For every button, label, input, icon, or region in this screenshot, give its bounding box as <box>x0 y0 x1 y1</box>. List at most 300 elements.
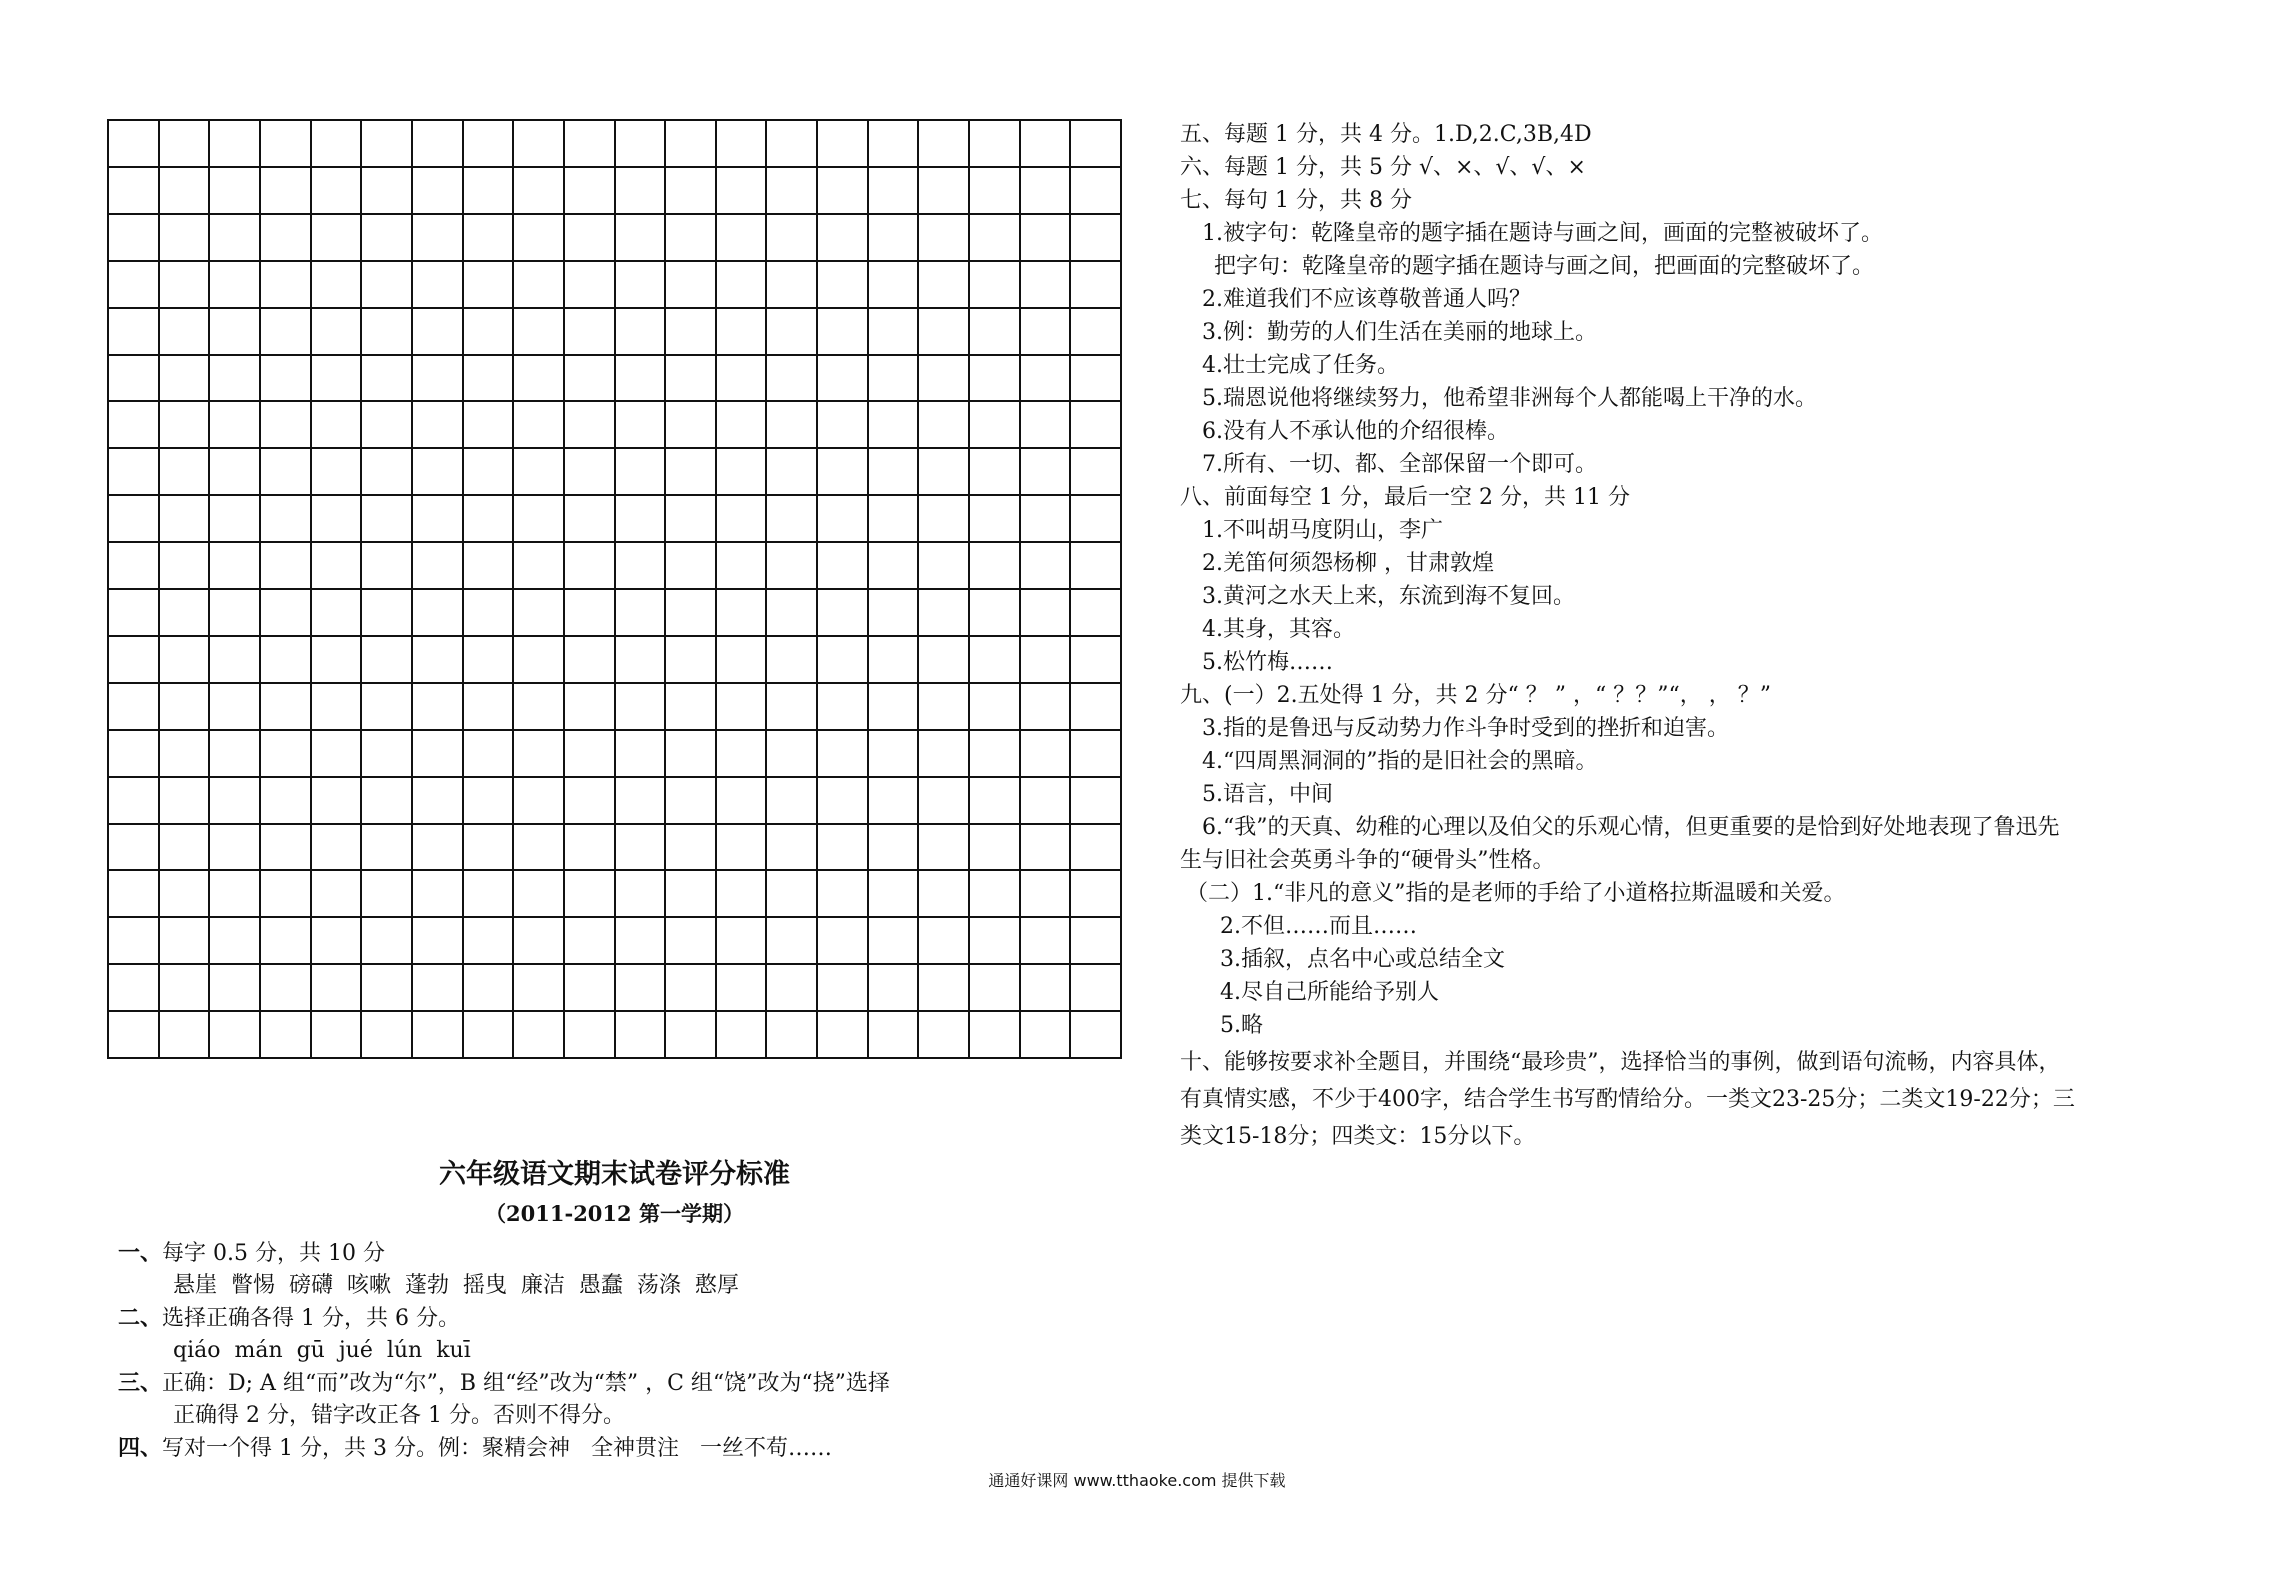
grid-cell <box>767 778 818 825</box>
grid-cell <box>1021 543 1072 590</box>
s9-part2-item-3: 3.插叙，点名中心或总结全文 <box>1220 947 1505 972</box>
composition-grid <box>107 119 1122 1059</box>
grid-cell <box>666 262 717 309</box>
grid-cell <box>261 825 312 872</box>
grid-cell <box>717 496 768 543</box>
grid-cell <box>514 731 565 778</box>
grid-cell <box>413 684 464 731</box>
grid-cell <box>312 731 363 778</box>
s8-item-2: 2.羌笛何须怨杨柳 ，甘肃敦煌 <box>1202 551 1494 576</box>
grid-cell <box>261 778 312 825</box>
grid-cell <box>616 543 667 590</box>
grid-cell <box>1071 637 1122 684</box>
grid-cell <box>109 590 160 637</box>
grid-cell <box>1021 637 1072 684</box>
grid-cell <box>362 637 413 684</box>
grid-cell <box>464 309 515 356</box>
grid-cell <box>514 168 565 215</box>
grid-cell <box>767 215 818 262</box>
s8-item-3: 3.黄河之水天上来，东流到海不复回。 <box>1202 584 1575 609</box>
grid-cell <box>362 778 413 825</box>
grid-cell <box>362 496 413 543</box>
section-3: 正确：D; A 组“而”改为“尔”，B 组“经”改为“禁” ，C 组“饶”改为“挠”选择 <box>162 1371 890 1396</box>
s9-item-6b: 生与旧社会英勇斗争的“硬骨头”性格。 <box>1180 848 1555 873</box>
s9-item-3: 3.指的是鲁迅与反动势力作斗争时受到的挫折和迫害。 <box>1202 716 1729 741</box>
section-1-words: 悬崖 瞥惕 磅礴 咳嗽 蓬勃 摇曳 廉洁 愚蠢 荡涤 憨厚 <box>173 1272 739 1298</box>
grid-cell <box>1021 1012 1072 1059</box>
grid-cell <box>514 121 565 168</box>
grid-cell <box>869 168 920 215</box>
grid-cell <box>767 262 818 309</box>
grid-cell <box>413 356 464 403</box>
grid-cell <box>160 309 211 356</box>
grid-cell <box>109 637 160 684</box>
grid-cell <box>312 262 363 309</box>
grid-cell <box>869 778 920 825</box>
grid-cell <box>565 590 616 637</box>
grid-cell <box>514 871 565 918</box>
grid-cell <box>970 449 1021 496</box>
grid-cell <box>312 871 363 918</box>
grid-cell <box>818 496 869 543</box>
grid-cell <box>565 496 616 543</box>
section-10-line-2: 有真情实感，不少于400字，结合学生书写酌情给分。一类文23-25分；二类文19-22分；三 <box>1180 1087 2075 1112</box>
grid-cell <box>312 684 363 731</box>
grid-cell <box>1021 731 1072 778</box>
grid-cell <box>869 590 920 637</box>
grid-cell <box>210 637 261 684</box>
grid-cell <box>767 402 818 449</box>
grid-cell <box>413 121 464 168</box>
grid-cell <box>565 168 616 215</box>
grid-cell <box>565 356 616 403</box>
grid-cell <box>919 496 970 543</box>
grid-cell <box>565 543 616 590</box>
grid-cell <box>109 496 160 543</box>
grid-cell <box>869 684 920 731</box>
grid-cell <box>970 262 1021 309</box>
grid-cell <box>565 309 616 356</box>
grid-cell <box>312 309 363 356</box>
grid-cell <box>869 215 920 262</box>
section-5: 五、每题 1 分，共 4 分。1.D,2.C,3B,4D <box>1180 122 1592 147</box>
grid-cell <box>210 262 261 309</box>
grid-cell <box>919 449 970 496</box>
section-1-head: 一、 <box>118 1240 163 1266</box>
s9-part2-item-1: （二）1.“非凡的意义”指的是老师的手给了小道格拉斯温暖和关爱。 <box>1186 881 1846 906</box>
grid-cell <box>362 965 413 1012</box>
grid-cell <box>565 215 616 262</box>
grid-cell <box>514 778 565 825</box>
grid-cell <box>970 121 1021 168</box>
grid-cell <box>109 309 160 356</box>
s7-item-1b: 把字句：乾隆皇帝的题字插在题诗与画之间，把画面的完整破坏了。 <box>1214 254 1875 279</box>
grid-cell <box>261 918 312 965</box>
grid-cell <box>312 825 363 872</box>
grid-cell <box>666 356 717 403</box>
grid-cell <box>767 825 818 872</box>
grid-cell <box>869 121 920 168</box>
grid-cell <box>362 309 413 356</box>
grid-cell <box>666 731 717 778</box>
grid-cell <box>869 918 920 965</box>
grid-cell <box>464 778 515 825</box>
grid-cell <box>616 590 667 637</box>
grid-cell <box>616 684 667 731</box>
section-4: 写对一个得 1 分，共 3 分。例：聚精会神 全神贯注 一丝不苟…… <box>162 1436 832 1461</box>
s9-item-6a: 6.“我”的天真、幼稚的心理以及伯父的乐观心情，但更重要的是恰到好处地表现了鲁迅先 <box>1202 815 2060 840</box>
grid-cell <box>1021 121 1072 168</box>
grid-cell <box>616 356 667 403</box>
s7-item-2: 2.难道我们不应该尊敬普通人吗？ <box>1202 287 1531 312</box>
grid-cell <box>261 1012 312 1059</box>
grid-cell <box>717 965 768 1012</box>
grid-cell <box>210 871 261 918</box>
grid-cell <box>869 402 920 449</box>
grid-cell <box>1021 825 1072 872</box>
grid-cell <box>970 871 1021 918</box>
section-4-head: 四、 <box>118 1435 163 1461</box>
grid-cell <box>109 731 160 778</box>
grid-cell <box>767 496 818 543</box>
grid-cell <box>818 778 869 825</box>
grid-cell <box>210 731 261 778</box>
grid-cell <box>1071 496 1122 543</box>
s9-item-5: 5.语言，中间 <box>1202 782 1333 807</box>
grid-cell <box>565 402 616 449</box>
grid-cell <box>464 684 515 731</box>
grid-cell <box>362 262 413 309</box>
grid-cell <box>1021 965 1072 1012</box>
grid-cell <box>919 871 970 918</box>
grid-cell <box>312 543 363 590</box>
grid-cell <box>818 215 869 262</box>
grid-cell <box>160 121 211 168</box>
grid-cell <box>616 965 667 1012</box>
grid-cell <box>464 449 515 496</box>
grid-cell <box>666 825 717 872</box>
grid-cell <box>1071 778 1122 825</box>
grid-cell <box>362 168 413 215</box>
grid-cell <box>464 918 515 965</box>
grid-cell <box>565 637 616 684</box>
grid-cell <box>616 262 667 309</box>
grid-cell <box>970 543 1021 590</box>
footer-credit: 通通好课网 www.tthaoke.com 提供下载 <box>988 1471 1286 1490</box>
grid-cell <box>312 590 363 637</box>
grid-cell <box>919 215 970 262</box>
grid-cell <box>514 918 565 965</box>
grid-cell <box>210 918 261 965</box>
grid-cell <box>362 121 413 168</box>
grid-cell <box>616 496 667 543</box>
grid-cell <box>616 121 667 168</box>
grid-cell <box>210 1012 261 1059</box>
grid-cell <box>160 918 211 965</box>
grid-cell <box>160 356 211 403</box>
grid-cell <box>210 778 261 825</box>
grid-cell <box>1071 871 1122 918</box>
grid-cell <box>312 778 363 825</box>
grid-cell <box>869 543 920 590</box>
grid-cell <box>1071 309 1122 356</box>
grid-cell <box>312 215 363 262</box>
grid-cell <box>818 871 869 918</box>
grid-cell <box>666 309 717 356</box>
grid-cell <box>261 731 312 778</box>
grid-cell <box>717 309 768 356</box>
section-6: 六、每题 1 分，共 5 分 √、×、√、√、× <box>1180 155 1586 180</box>
grid-cell <box>970 309 1021 356</box>
grid-cell <box>109 543 160 590</box>
grid-cell <box>413 918 464 965</box>
grid-cell <box>767 1012 818 1059</box>
grid-cell <box>464 731 515 778</box>
grid-cell <box>970 731 1021 778</box>
grid-cell <box>1021 684 1072 731</box>
grid-cell <box>717 402 768 449</box>
grid-cell <box>616 731 667 778</box>
grid-cell <box>970 590 1021 637</box>
grid-cell <box>1071 590 1122 637</box>
grid-cell <box>261 871 312 918</box>
grid-cell <box>970 356 1021 403</box>
grid-cell <box>616 309 667 356</box>
grid-cell <box>869 871 920 918</box>
grid-cell <box>970 684 1021 731</box>
section-7: 七、每句 1 分，共 8 分 <box>1180 188 1412 213</box>
grid-cell <box>818 825 869 872</box>
grid-cell <box>869 965 920 1012</box>
page-title: 六年级语文期末试卷评分标准 <box>439 1159 790 1190</box>
grid-cell <box>160 449 211 496</box>
grid-cell <box>514 637 565 684</box>
grid-cell <box>109 965 160 1012</box>
grid-cell <box>413 215 464 262</box>
grid-cell <box>616 825 667 872</box>
grid-cell <box>514 449 565 496</box>
grid-cell <box>869 1012 920 1059</box>
grid-cell <box>160 262 211 309</box>
grid-cell <box>160 778 211 825</box>
grid-cell <box>1071 262 1122 309</box>
grid-cell <box>1071 215 1122 262</box>
grid-cell <box>109 825 160 872</box>
grid-cell <box>1021 262 1072 309</box>
grid-cell <box>210 356 261 403</box>
grid-cell <box>717 871 768 918</box>
grid-cell <box>717 215 768 262</box>
s7-item-4: 4.壮士完成了任务。 <box>1202 353 1399 378</box>
grid-cell <box>413 731 464 778</box>
grid-cell <box>970 825 1021 872</box>
grid-cell <box>109 168 160 215</box>
grid-cell <box>514 356 565 403</box>
grid-cell <box>869 309 920 356</box>
grid-cell <box>514 402 565 449</box>
grid-cell <box>717 449 768 496</box>
section-2-pinyin: qiáo mán gū jué lún kuī <box>173 1337 471 1363</box>
grid-cell <box>312 168 363 215</box>
s8-item-4: 4.其身，其容。 <box>1202 617 1355 642</box>
s8-item-5: 5.松竹梅…… <box>1202 650 1333 675</box>
grid-cell <box>717 918 768 965</box>
grid-cell <box>109 778 160 825</box>
grid-cell <box>616 1012 667 1059</box>
grid-cell <box>413 449 464 496</box>
grid-cell <box>1021 309 1072 356</box>
grid-cell <box>767 449 818 496</box>
grid-cell <box>869 637 920 684</box>
grid-cell <box>1021 168 1072 215</box>
grid-cell <box>818 309 869 356</box>
grid-cell <box>1071 121 1122 168</box>
grid-cell <box>1071 965 1122 1012</box>
grid-cell <box>109 215 160 262</box>
grid-cell <box>312 496 363 543</box>
grid-cell <box>970 1012 1021 1059</box>
grid-cell <box>818 402 869 449</box>
grid-cell <box>767 590 818 637</box>
grid-cell <box>970 637 1021 684</box>
grid-cell <box>919 168 970 215</box>
grid-cell <box>514 590 565 637</box>
grid-cell <box>362 684 413 731</box>
grid-cell <box>160 825 211 872</box>
grid-cell <box>109 356 160 403</box>
grid-cell <box>362 543 413 590</box>
grid-cell <box>362 590 413 637</box>
grid-cell <box>818 449 869 496</box>
section-9: 九、(一）2.五处得 1 分，共 2 分“ ？ ” ，“ ？？”“， ， ？” <box>1180 683 1771 708</box>
s7-item-3: 3.例：勤劳的人们生活在美丽的地球上。 <box>1202 320 1597 345</box>
grid-cell <box>464 356 515 403</box>
grid-cell <box>261 590 312 637</box>
grid-cell <box>565 918 616 965</box>
grid-cell <box>666 918 717 965</box>
grid-cell <box>413 590 464 637</box>
grid-cell <box>109 1012 160 1059</box>
grid-cell <box>919 121 970 168</box>
grid-cell <box>767 871 818 918</box>
grid-cell <box>616 918 667 965</box>
s9-part2-item-5: 5.略 <box>1220 1013 1263 1038</box>
grid-cell <box>312 637 363 684</box>
grid-cell <box>970 168 1021 215</box>
grid-cell <box>109 262 160 309</box>
grid-cell <box>717 356 768 403</box>
grid-cell <box>717 1012 768 1059</box>
grid-cell <box>565 965 616 1012</box>
grid-cell <box>970 496 1021 543</box>
grid-cell <box>160 965 211 1012</box>
grid-cell <box>767 168 818 215</box>
grid-cell <box>261 637 312 684</box>
grid-cell <box>818 637 869 684</box>
grid-cell <box>1021 356 1072 403</box>
grid-cell <box>565 1012 616 1059</box>
grid-cell <box>565 262 616 309</box>
grid-cell <box>919 965 970 1012</box>
grid-cell <box>767 684 818 731</box>
s7-item-5: 5.瑞恩说他将继续努力，他希望非洲每个人都能喝上干净的水。 <box>1202 386 1817 411</box>
grid-cell <box>717 778 768 825</box>
grid-cell <box>261 309 312 356</box>
grid-cell <box>160 590 211 637</box>
grid-cell <box>666 121 717 168</box>
grid-cell <box>210 168 261 215</box>
s7-item-1: 1.被字句：乾隆皇帝的题字插在题诗与画之间，画面的完整被破坏了。 <box>1202 221 1883 246</box>
grid-cell <box>261 684 312 731</box>
grid-cell <box>616 402 667 449</box>
grid-cell <box>464 871 515 918</box>
grid-cell <box>919 778 970 825</box>
grid-cell <box>210 684 261 731</box>
grid-cell <box>717 731 768 778</box>
grid-cell <box>362 825 413 872</box>
grid-cell <box>261 402 312 449</box>
grid-cell <box>1021 590 1072 637</box>
grid-cell <box>717 168 768 215</box>
section-2: 选择正确各得 1 分，共 6 分。 <box>162 1306 460 1331</box>
grid-cell <box>160 871 211 918</box>
grid-cell <box>413 1012 464 1059</box>
grid-cell <box>1071 825 1122 872</box>
grid-cell <box>565 449 616 496</box>
grid-cell <box>109 449 160 496</box>
grid-cell <box>717 590 768 637</box>
grid-cell <box>919 356 970 403</box>
grid-cell <box>767 309 818 356</box>
grid-cell <box>362 215 413 262</box>
grid-cell <box>261 543 312 590</box>
grid-cell <box>362 918 413 965</box>
grid-cell <box>312 965 363 1012</box>
grid-cell <box>464 168 515 215</box>
grid-cell <box>970 965 1021 1012</box>
grid-cell <box>767 965 818 1012</box>
section-3-head: 三、 <box>118 1370 163 1396</box>
grid-cell <box>717 825 768 872</box>
s8-item-1: 1.不叫胡马度阴山，李广 <box>1202 518 1443 543</box>
grid-cell <box>160 543 211 590</box>
grid-cell <box>413 543 464 590</box>
section-1: 每字 0.5 分，共 10 分 <box>162 1241 385 1266</box>
grid-cell <box>413 309 464 356</box>
grid-cell <box>514 684 565 731</box>
grid-cell <box>413 871 464 918</box>
grid-cell <box>767 121 818 168</box>
grid-cell <box>666 496 717 543</box>
grid-cell <box>413 496 464 543</box>
grid-cell <box>464 1012 515 1059</box>
grid-cell <box>261 356 312 403</box>
grid-cell <box>514 965 565 1012</box>
grid-cell <box>210 543 261 590</box>
grid-cell <box>767 637 818 684</box>
grid-cell <box>616 168 667 215</box>
grid-cell <box>464 637 515 684</box>
grid-cell <box>818 168 869 215</box>
grid-cell <box>1021 918 1072 965</box>
grid-cell <box>210 309 261 356</box>
grid-cell <box>514 825 565 872</box>
grid-cell <box>818 121 869 168</box>
grid-cell <box>970 918 1021 965</box>
grid-cell <box>666 168 717 215</box>
grid-cell <box>413 825 464 872</box>
grid-cell <box>514 309 565 356</box>
